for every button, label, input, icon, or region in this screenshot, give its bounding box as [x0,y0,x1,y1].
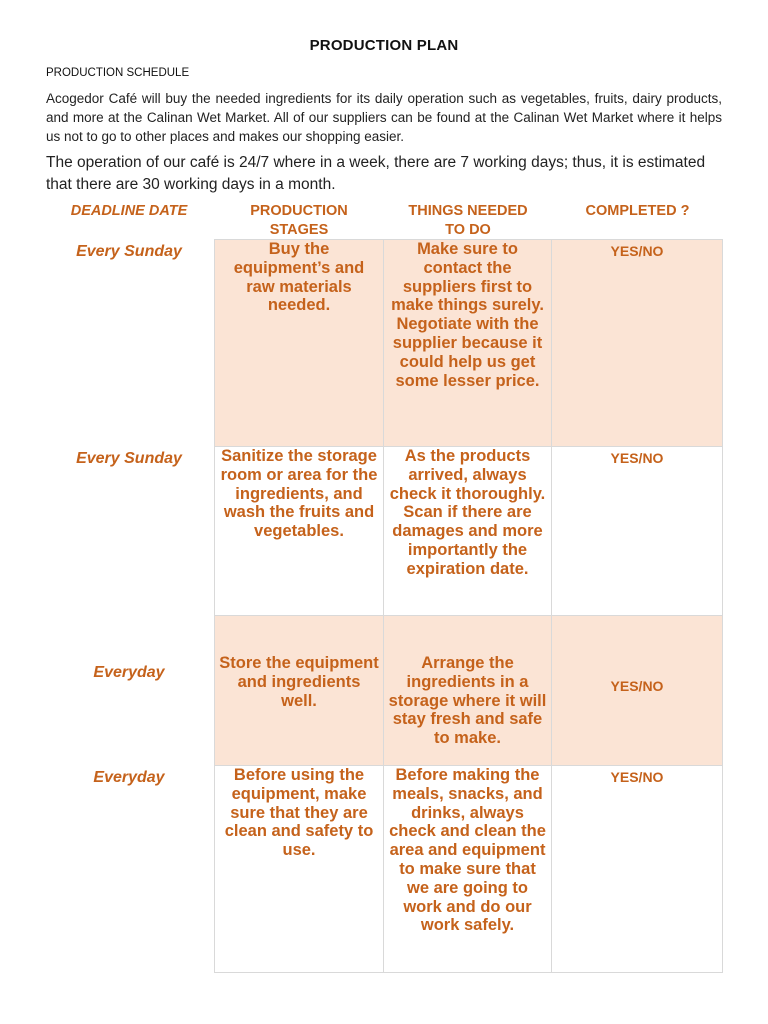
row-4-things-cell [383,765,552,973]
row-4-completed-cell [551,765,723,973]
row-1-completed-cell [551,239,723,447]
page-title: PRODUCTION PLAN [309,37,459,54]
row-1-deadline: Every Sunday [76,243,182,260]
header-things-needed-line2: TO DO [445,222,491,238]
row-4-deadline: Everyday [93,769,165,786]
header-things-needed-line1: THINGS NEEDED [408,203,528,219]
row-3-deadline: Everyday [93,664,165,681]
row-1-things-cell [383,239,552,447]
row-1-stage-text: Buy the equipment’s and raw materials needed. [233,240,365,315]
row-4-completed-text: YES/NO [610,769,664,785]
header-production-stages-line1: PRODUCTION [250,203,348,219]
row-2-deadline: Every Sunday [76,450,182,467]
row-3-things-text: Arrange the ingredients in a storage where it will stay fresh and safe to make. [388,654,547,748]
header-completed: COMPLETED ? [585,203,690,219]
row-3-stage-text: Store the equipment and ingredients well. [219,654,379,710]
operation-paragraph: The operation of our café is 24/7 where in a week, there are 7 working days; thus, it is estimated that there are 30 working days in a month. [46,154,706,193]
row-2-things-cell [383,446,552,616]
row-2-things-text: As the products arrived, always check it thoroughly. Scan if there are damages and more importantly the expiration date. [389,447,546,578]
row-4-stage-text: Before using the equipment, make sure that they are clean and safety to use. [224,766,374,860]
row-2-stage-cell [214,446,384,616]
row-3-completed-cell [551,615,723,766]
header-production-stages-line2: STAGES [269,222,329,238]
header-production-stages [214,202,384,240]
row-4-things-text: Before making the meals, snacks, and drinks, always check and clean the area and equipment to make sure that we are going to work and do our work safely. [389,766,546,935]
row-1-stage-cell [214,239,384,447]
row-3-completed-text: YES/NO [610,678,664,694]
header-things-needed [384,202,552,240]
row-3-stage-cell [214,615,384,766]
row-4-stage-cell [214,765,384,973]
header-deadline-date: DEADLINE DATE [70,203,188,219]
row-1-things-text: Make sure to contact the suppliers first to make things surely. Negotiate with the supplier because it could help us get some lesser price. [391,240,544,390]
row-2-completed-cell [551,446,723,616]
row-3-things-cell [383,615,552,766]
row-1-completed-text: YES/NO [610,243,664,259]
row-2-completed-text: YES/NO [610,450,664,466]
intro-paragraph: Acogedor Café will buy the needed ingredients for its daily operation such as vegetables, fruits, dairy products, and more at the Calinan Wet Market. All of our suppliers can be found at the Calinan Wet Market where it helps us not to go to other places and makes our shopping easier. [46,91,722,144]
row-2-stage-text: Sanitize the storage room or area for the ingredients, and wash the fruits and vegetables. [220,447,378,541]
section-heading: PRODUCTION SCHEDULE [46,67,190,79]
